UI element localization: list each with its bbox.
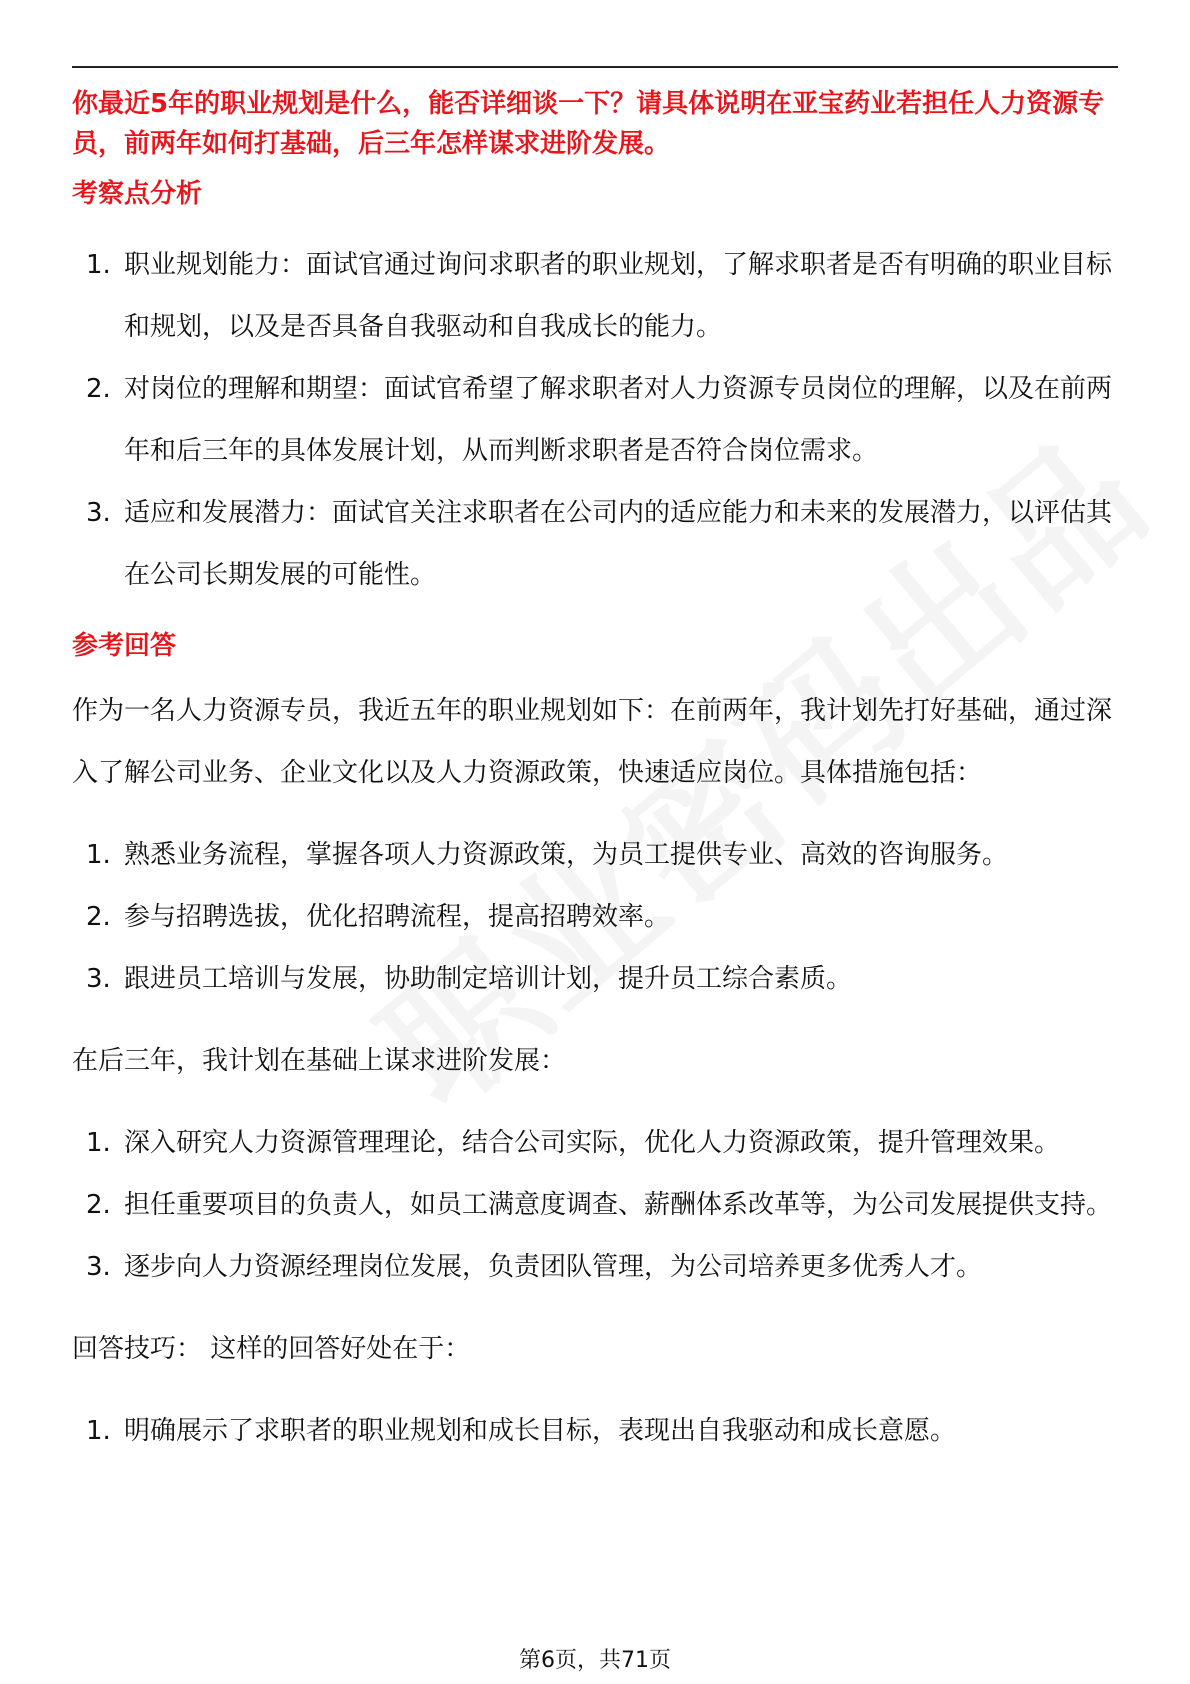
tips-list <box>72 1400 1118 1462</box>
answer-intro: 作为一名人力资源专员，我近五年的职业规划如下：在前两年，我计划先打好基础，通过深入了解公司业务、企业文化以及人力资源政策，快速适应岗位。具体措施包括： <box>72 696 1113 788</box>
answer-title: 参考回答 <box>72 631 177 661</box>
list-item: 2. 参与招聘选拔，优化招聘流程，提高招聘效率。 <box>86 902 671 932</box>
list-item: 1. 熟悉业务流程，掌握各项人力资源政策，为员工提供专业、高效的咨询服务。 <box>86 840 1009 870</box>
analysis-title: 考察点分析 <box>72 179 203 209</box>
list-item: 2. 对岗位的理解和期望：面试官希望了解求职者对人力资源专员岗位的理解，以及在前两年和后三年的具体发展计划，从而判断求职者是否符合岗位需求。 <box>86 374 1113 466</box>
list-item: 3. 逐步向人力资源经理岗位发展，负责团队管理，为公司培养更多优秀人才。 <box>86 1252 983 1282</box>
later-phase-list <box>72 1112 1118 1298</box>
top-rule <box>72 66 1118 68</box>
list-item: 1. 深入研究人力资源管理理论，结合公司实际，优化人力资源政策，提升管理效果。 <box>86 1128 1061 1158</box>
analysis-list <box>72 234 1118 606</box>
list-item: 1. 明确展示了求职者的职业规划和成长目标，表现出自我驱动和成长意愿。 <box>86 1416 957 1446</box>
list-item: 2. 担任重要项目的负责人，如员工满意度调查、薪酬体系改革等，为公司发展提供支持。 <box>86 1190 1113 1220</box>
later-intro: 在后三年，我计划在基础上谋求进阶发展： <box>72 1046 567 1076</box>
list-item: 3. 跟进员工培训与发展，协助制定培训计划，提升员工综合素质。 <box>86 964 853 994</box>
tips-intro: 回答技巧： 这样的回答好处在于： <box>72 1334 471 1364</box>
first-phase-list <box>72 824 1118 1010</box>
list-item: 1. 职业规划能力：面试官通过询问求职者的职业规划，了解求职者是否有明确的职业目标和规划，以及是否具备自我驱动和自我成长的能力。 <box>86 250 1113 342</box>
question-heading: 你最近5年的职业规划是什么，能否详细谈一下？请具体说明在亚宝药业若担任人力资源专员，前两年如何打基础，后三年怎样谋求进阶发展。 <box>72 89 1105 159</box>
list-item: 3. 适应和发展潜力：面试官关注求职者在公司内的适应能力和未来的发展潜力，以评估其在公司长期发展的可能性。 <box>86 498 1113 590</box>
page-number: 第6页，共71页 <box>519 1648 671 1673</box>
document-body <box>72 84 1118 1462</box>
